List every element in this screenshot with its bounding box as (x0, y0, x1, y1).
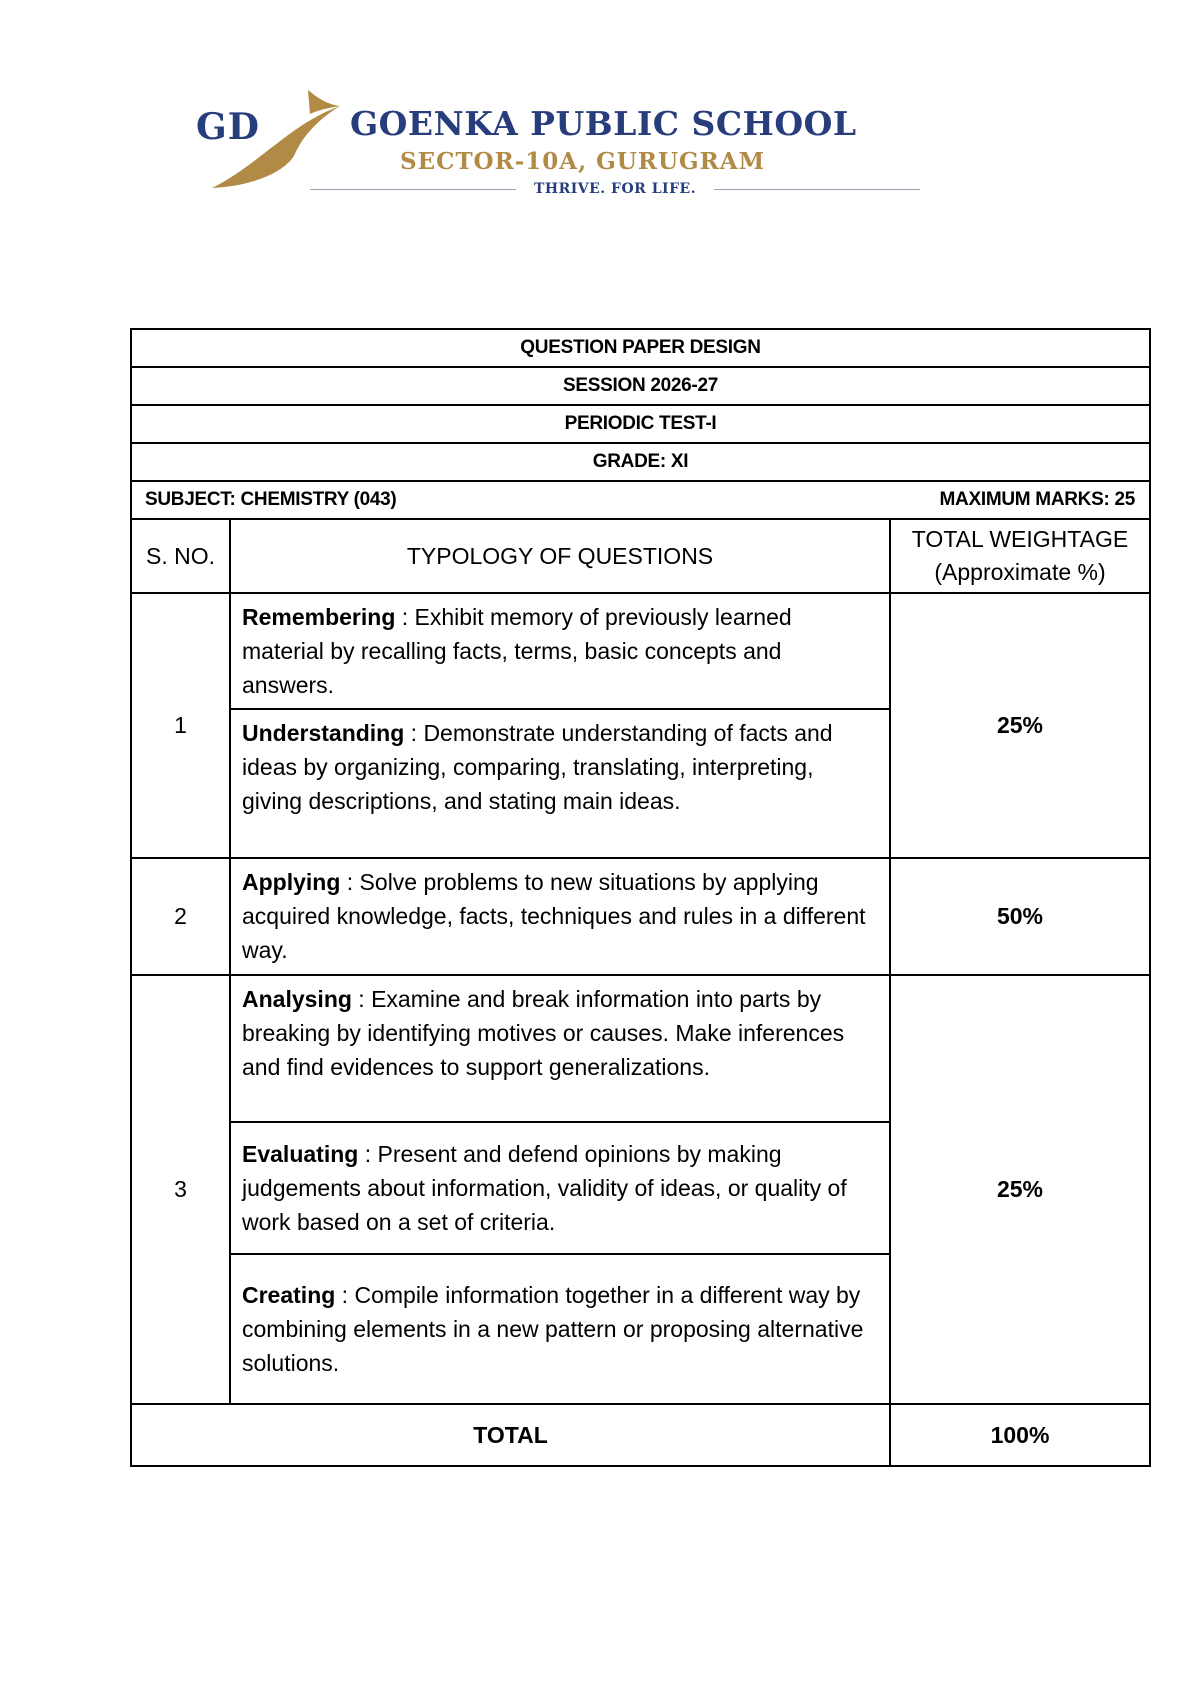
grade-row (131, 443, 1150, 481)
session-title: SESSION 2026-27 (131, 367, 1150, 405)
typology-term: Applying (242, 869, 341, 895)
typology-term: Understanding (242, 720, 405, 746)
subject-label: SUBJECT: CHEMISTRY (043) (145, 489, 397, 510)
typology-desc: : Examine and break information into parts by breaking by identifying motives or causes. Make inferences and find evidences to support generalizations. (242, 986, 845, 1080)
tagline-rule-left (310, 189, 516, 190)
typology-desc: : Present and defend opinions by making judgements about information, validity of ideas, or quality of work based on a set of criteria. (242, 1141, 847, 1235)
row-weight: 50% (890, 858, 1150, 975)
row-weight: 25% (890, 975, 1150, 1404)
total-label: TOTAL (131, 1404, 890, 1466)
school-location: SECTOR-10A, GURUGRAM (400, 148, 766, 175)
col-weightage-header (890, 519, 1150, 593)
row-sno: 2 (131, 858, 230, 975)
typology-cell-understanding (230, 709, 890, 858)
logo-mark: GD (196, 106, 260, 148)
test-row (131, 405, 1150, 443)
weightage-header-line1: TOTAL WEIGHTAGE (911, 526, 1129, 552)
session-row (131, 367, 1150, 405)
row-sno: 3 (131, 975, 230, 1404)
typology-cell-applying (230, 858, 890, 975)
tagline (310, 180, 920, 198)
subject-row (131, 481, 1150, 519)
typology-cell-analysing (230, 975, 890, 1122)
column-header-row (131, 519, 1150, 593)
total-row (131, 1404, 1150, 1466)
col-sno-header: S. NO. (131, 519, 230, 593)
typology-desc: : Solve problems to new situations by applying acquired knowledge, facts, techniques and rules in a different way. (242, 869, 866, 963)
tagline-text: THRIVE. FOR LIFE. (533, 181, 697, 197)
typology-cell-evaluating (230, 1122, 890, 1254)
test-title: PERIODIC TEST-I (131, 405, 1150, 443)
row-sno: 1 (131, 593, 230, 858)
question-paper-design-table (130, 328, 1151, 1467)
max-marks-label: MAXIMUM MARKS: 25 (939, 489, 1135, 510)
title-row (131, 329, 1150, 367)
typology-desc: : Compile information together in a different way by combining elements in a new pattern or proposing alternative solutions. (242, 1282, 864, 1376)
total-value: 100% (890, 1404, 1150, 1466)
design-title: QUESTION PAPER DESIGN (131, 329, 1150, 367)
typology-desc: : Demonstrate understanding of facts and ideas by organizing, comparing, translating, interpreting, giving descriptions, and stating main ideas. (242, 720, 833, 814)
table-row (131, 858, 1150, 975)
table-row (131, 593, 1150, 709)
grade-title: GRADE: XI (131, 443, 1150, 481)
typology-term: Evaluating (242, 1141, 359, 1167)
row-weight: 25% (890, 593, 1150, 858)
weightage-header-line2: (Approximate %) (934, 559, 1106, 585)
typology-desc: : Exhibit memory of previously learned material by recalling facts, terms, basic concepts and answers. (242, 604, 792, 698)
typology-cell-creating (230, 1254, 890, 1404)
table-row (131, 975, 1150, 1122)
school-name: GOENKA PUBLIC SCHOOL (350, 104, 857, 143)
typology-term: Remembering (242, 604, 396, 630)
school-logo (190, 84, 1020, 196)
tagline-rule-right (714, 189, 920, 190)
col-typology-header: TYPOLOGY OF QUESTIONS (230, 519, 890, 593)
typology-term: Creating (242, 1282, 336, 1308)
typology-cell-remembering (230, 593, 890, 709)
typology-term: Analysing (242, 986, 352, 1012)
